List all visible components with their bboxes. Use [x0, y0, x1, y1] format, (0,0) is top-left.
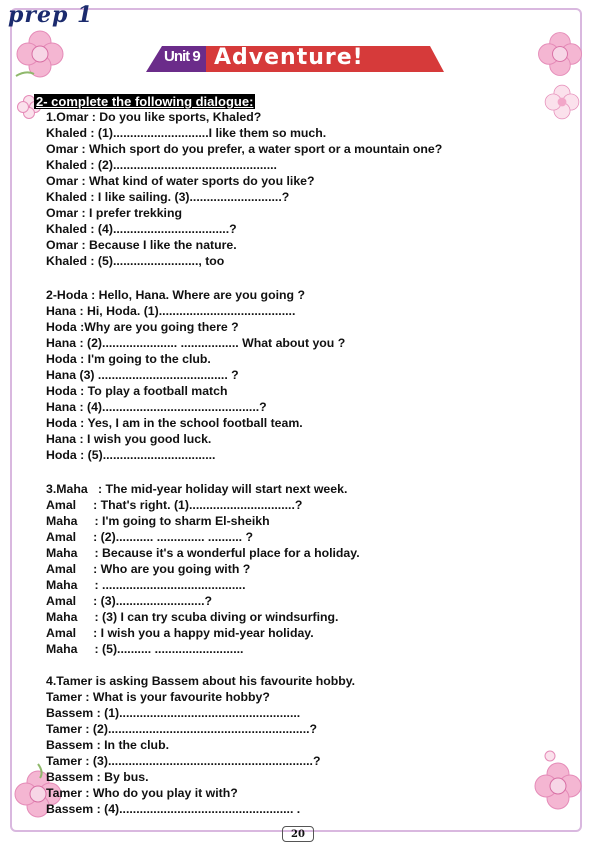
dialogue-line: 2-Hoda : Hello, Hana. Where are you going ? [46, 288, 305, 302]
dialogue-line: Maha : .......................................... [46, 578, 246, 592]
page-number: 20 [282, 826, 314, 842]
dialogue-line: Khaled : I like sailing. (3)...........................? [46, 190, 290, 204]
dialogue-line: Omar : Because I like the nature. [46, 238, 237, 252]
dialogue-line: Khaled : (2)................................................ [46, 158, 277, 172]
flower-bottom-right-icon [528, 748, 588, 824]
dialogue-line: Maha : (3) I can try scuba diving or windsurfing. [46, 610, 339, 624]
dialogue-line: 3.Maha : The mid-year holiday will start next week. [46, 482, 348, 496]
dialogue-line: 1.Omar : Do you like sports, Khaled? [46, 110, 262, 124]
dialogue-line: Tamer : Who do you play it with? [46, 786, 238, 800]
unit-label: Unit 9 [164, 48, 200, 65]
dialogue-line: Omar : Which sport do you prefer, a water sport or a mountain one? [46, 142, 443, 156]
dialogue-line: Hoda : To play a football match [46, 384, 228, 398]
dialogue-line: Khaled : (1)............................I like them so much. [46, 126, 327, 140]
dialogue-line: Bassem : (1)..................................................... [46, 706, 301, 720]
dialogue-line: Bassem : By bus. [46, 770, 149, 784]
dialogue-line: Bassem : In the club. [46, 738, 169, 752]
dialogue-line: Amal : I wish you a happy mid-year holiday. [46, 626, 314, 640]
dialogue-line: Khaled : (5)........................., too [46, 254, 225, 268]
page-title: Adventure! [214, 45, 364, 70]
dialogue-line: Omar : What kind of water sports do you like? [46, 174, 315, 188]
flower-top-right-icon [532, 26, 588, 82]
dialogue-line: Omar : I prefer trekking [46, 206, 182, 220]
grade-label: prep 1 [8, 2, 94, 28]
flower-top-left-icon [10, 24, 70, 84]
dialogue-line: Maha : I'm going to sharm El-sheikh [46, 514, 270, 528]
dialogue-line: Hana (3) ...................................... ? [46, 368, 239, 382]
dialogue-line: Hana : (4)..............................................? [46, 400, 267, 414]
dialogue-line: Hoda :Why are you going there ? [46, 320, 239, 334]
flower-right-mid-icon [540, 80, 584, 124]
dialogue-line: Amal : That's right. (1)...............................? [46, 498, 303, 512]
dialogue-line: Khaled : (4)..................................? [46, 222, 237, 236]
dialogue-line: Tamer : (2)...........................................................? [46, 722, 318, 736]
dialogue-line: Maha : (5).......... .......................... [46, 642, 244, 656]
section-heading: 2- complete the following dialogue: [36, 94, 254, 109]
dialogue-line: Amal : Who are you going with ? [46, 562, 251, 576]
dialogue-line: Hoda : Yes, I am in the school football team. [46, 416, 303, 430]
dialogue-line: Hana : (2)...................... ................. What about you ? [46, 336, 346, 350]
dialogue-line: 4.Tamer is asking Bassem about his favourite hobby. [46, 674, 356, 688]
dialogue-line: Tamer : What is your favourite hobby? [46, 690, 270, 704]
dialogue-line: Hoda : I'm going to the club. [46, 352, 211, 366]
dialogue-line: Hoda : (5)................................. [46, 448, 216, 462]
dialogue-line: Maha : Because it's a wonderful place for a holiday. [46, 546, 360, 560]
dialogue-line: Amal : (2)........... .............. .......... ? [46, 530, 254, 544]
dialogue-line: Hana : I wish you good luck. [46, 432, 212, 446]
dialogue-line: Tamer : (3)............................................................? [46, 754, 321, 768]
dialogue-line: Bassem : (4)................................................... . [46, 802, 301, 816]
dialogue-line: Hana : Hi, Hoda. (1)........................................ [46, 304, 296, 318]
dialogue-line: Amal : (3)..........................? [46, 594, 213, 608]
